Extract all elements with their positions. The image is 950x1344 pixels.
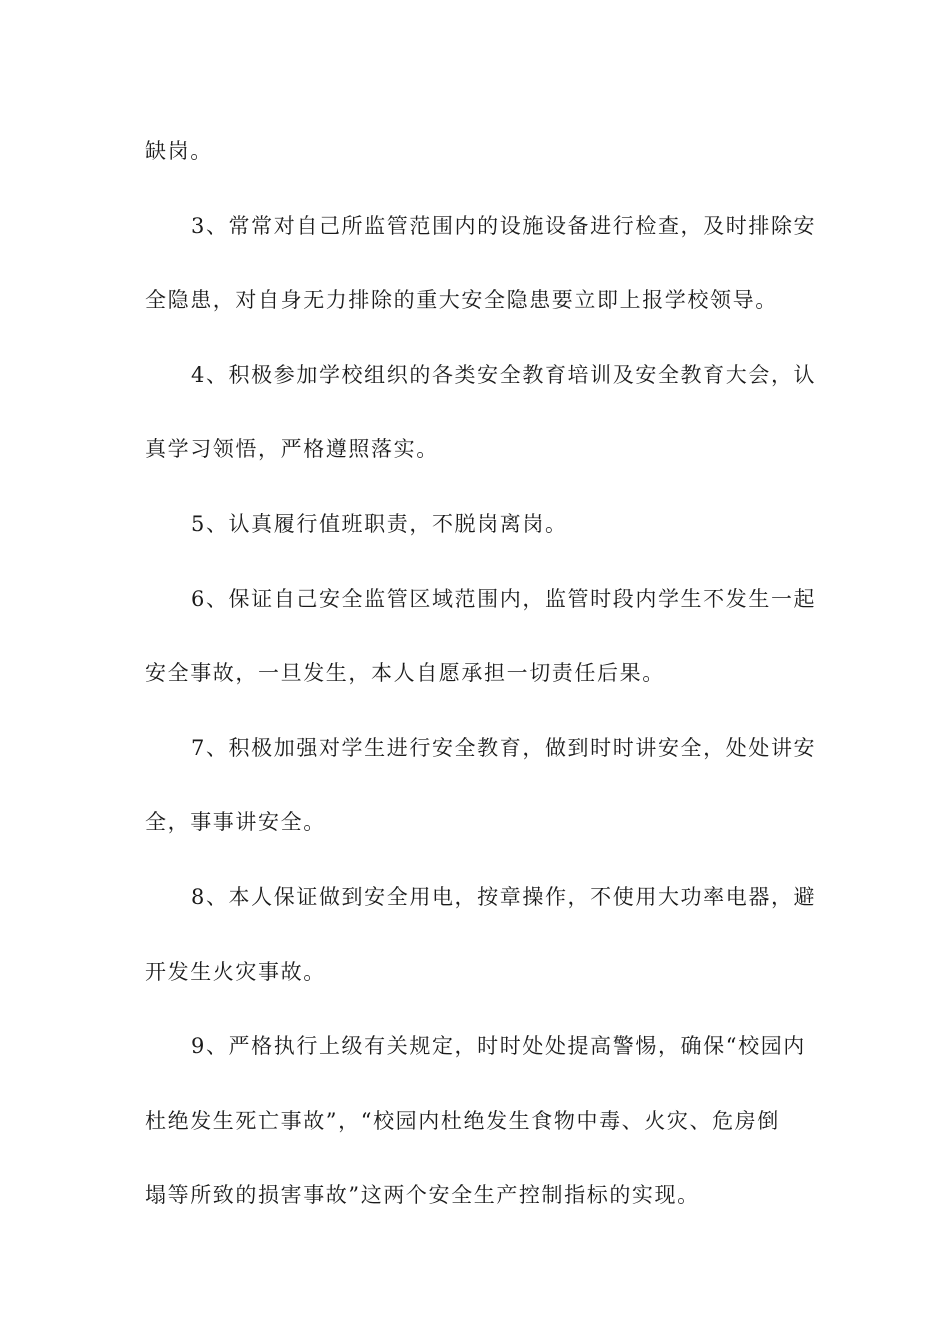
item-7-line-2: 全，事事讲安全。: [145, 810, 326, 835]
item-6-line-2: 安全事故，一旦发生，本人自愿承担一切责任后果。: [145, 661, 665, 686]
item-3-line-2: 全隐患，对自身无力排除的重大安全隐患要立即上报学校领导。: [145, 288, 778, 313]
item-6-line-1: 6、保证自己安全监管区域范围内，监管时段内学生不发生一起: [191, 586, 817, 611]
item-9-line-2: 杜绝发生死亡事故”，“校园内杜绝发生食物中毒、火灾、危房倒: [145, 1108, 780, 1133]
item-4-line-2: 真学习领悟，严格遵照落实。: [145, 437, 439, 462]
item-8-line-2: 开发生火灾事故。: [145, 959, 326, 984]
item-7-line-1: 7、积极加强对学生进行安全教育，做到时时讲安全，处处讲安: [191, 735, 817, 760]
item-3-line-1: 3、常常对自己所监管范围内的设施设备进行检查，及时排除安: [191, 213, 817, 238]
item-5-line-1: 5、认真履行值班职责，不脱岗离岗。: [191, 511, 568, 536]
item-4-line-1: 4、积极参加学校组织的各类安全教育培训及安全教育大会，认: [191, 362, 817, 387]
text-line-continuation: 缺岗。: [145, 139, 213, 163]
item-8-line-1: 8、本人保证做到安全用电，按章操作，不使用大功率电器，避: [191, 884, 817, 909]
item-9-line-3: 塌等所致的损害事故”这两个安全生产控制指标的实现。: [145, 1183, 700, 1208]
document-body: [145, 114, 817, 1233]
item-9-line-1: 9、严格执行上级有关规定，时时处处提高警惕，确保“校园内: [191, 1034, 806, 1059]
